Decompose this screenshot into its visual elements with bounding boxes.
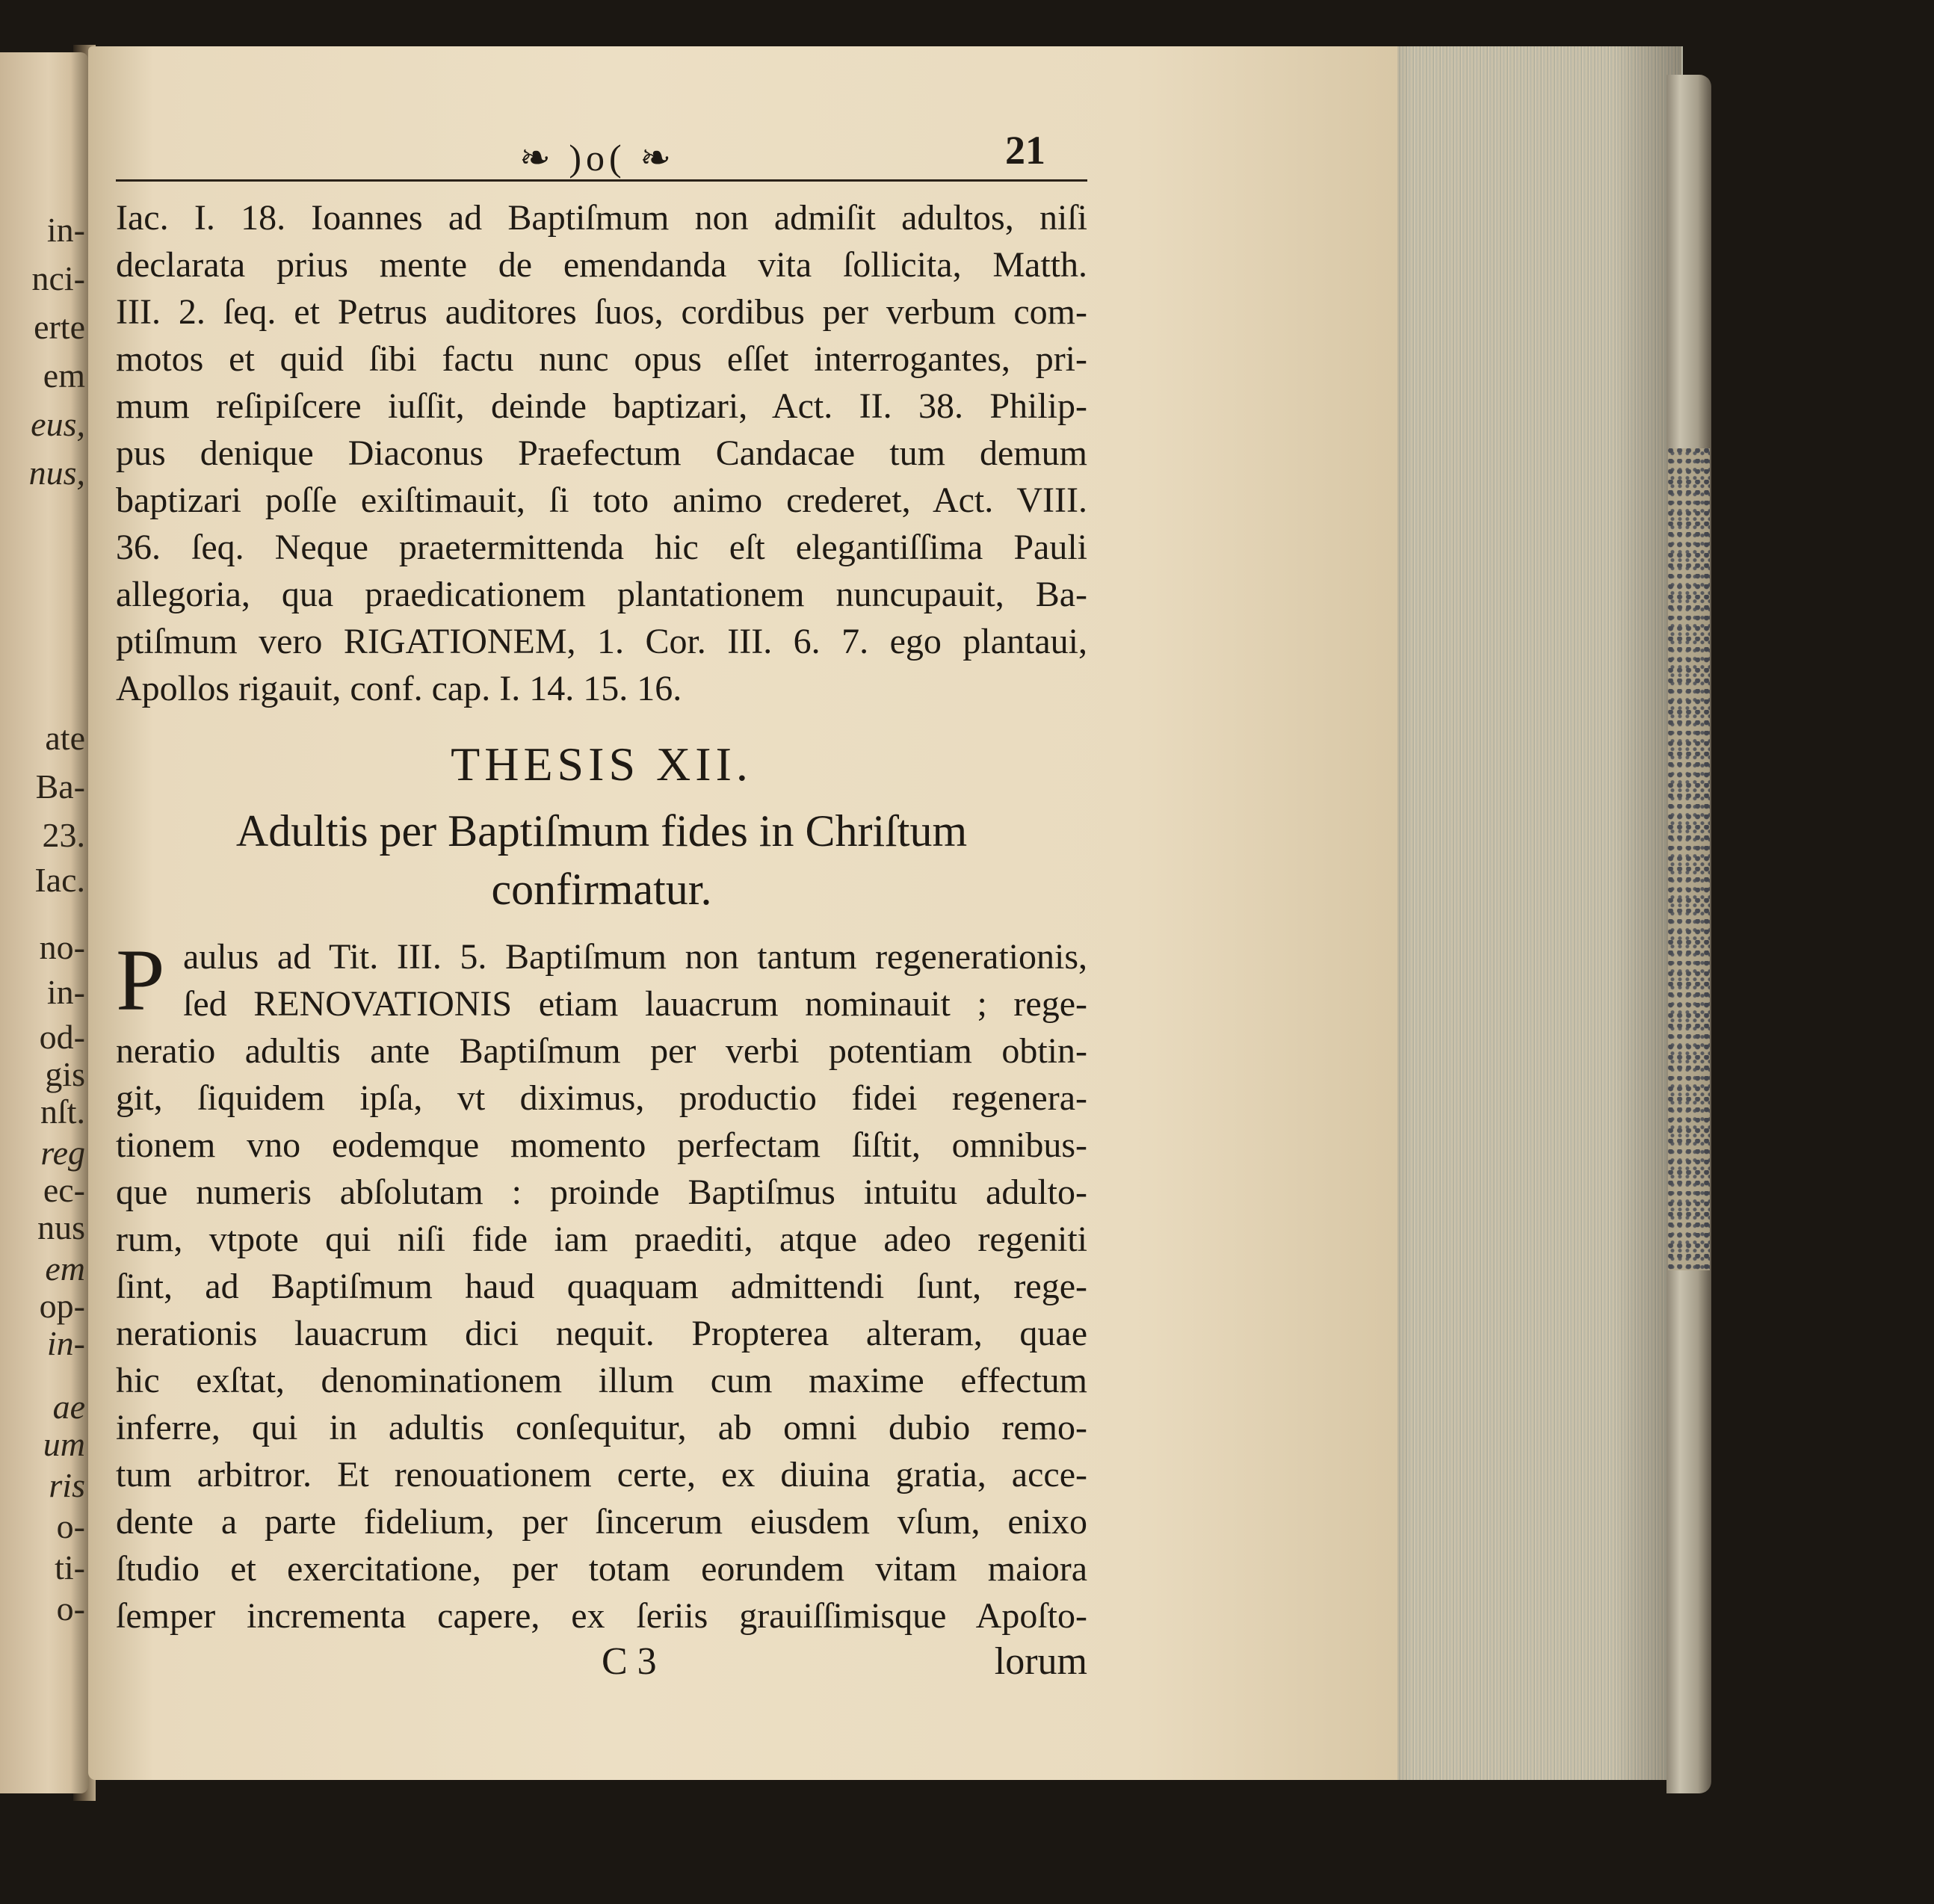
text-line: hic exſtat, denominationem illum cum maxime effectum xyxy=(116,1361,1087,1400)
text-line: motos et quid ſibi factu nunc opus eſſet interrogantes, pri- xyxy=(116,339,1087,379)
text-line: tum arbitror. Et renouationem certe, ex diuina gratia, acce- xyxy=(116,1455,1087,1495)
header-rule xyxy=(116,179,1087,182)
text-line: declarata prius mente de emendanda vita ſollicita, Matth. xyxy=(116,245,1087,285)
left-page-fragment: in- xyxy=(46,973,85,1011)
text-line: inferre, qui in adultis conſequitur, ab omni dubio remo- xyxy=(116,1408,1087,1447)
left-page-fragment: erte xyxy=(34,308,85,346)
left-page-fragment: reg xyxy=(40,1134,85,1172)
text-line: III. 2. ſeq. et Petrus auditores ſuos, cordibus per verbum com- xyxy=(116,292,1087,332)
thesis-title: THESIS XII. xyxy=(451,738,753,791)
left-page-fragment: ti- xyxy=(55,1548,85,1586)
text-line: ſtudio et exercitatione, per totam eorundem vitam maiora xyxy=(116,1549,1087,1589)
thesis-heading-line: confirmatur. xyxy=(491,865,712,914)
body-text xyxy=(116,194,1087,1692)
left-page-fragment: um xyxy=(43,1425,85,1463)
text-line: mum reſipiſcere iuſſit, deinde baptizari, Act. II. 38. Philip- xyxy=(116,386,1087,426)
text-line: nerationis lauacrum dici nequit. Propterea alteram, quae xyxy=(116,1314,1087,1353)
left-page-fragment: nci- xyxy=(31,259,85,297)
left-page-fragment: nſt. xyxy=(40,1092,85,1131)
text-line: rum, vtpote qui niſi fide iam praediti, atque adeo regeniti xyxy=(116,1220,1087,1259)
drop-cap: P xyxy=(116,931,165,1029)
text-line: ſemper incrementa capere, ex ſeriis grauiſſimisque Apoſto- xyxy=(116,1596,1087,1636)
left-page-fragment: o- xyxy=(56,1589,85,1628)
page-number: 21 xyxy=(1005,128,1045,173)
left-page-fragment: ae xyxy=(52,1388,85,1426)
text-line: allegoria, qua praedicationem plantationem nuncupauit, Ba- xyxy=(116,575,1087,614)
text-line: que numeris abſolutam : proinde Baptiſmus intuitu adulto- xyxy=(116,1172,1087,1212)
facing-page xyxy=(0,52,88,1793)
text-line: baptizari poſſe exiſtimauit, ſi toto animo crederet, Act. VIII. xyxy=(116,480,1087,520)
left-page-fragment: od- xyxy=(39,1018,85,1056)
catchword: lorum xyxy=(994,1640,1087,1683)
page-footer xyxy=(116,1639,1087,1692)
left-page-fragment: Ba- xyxy=(35,767,85,806)
text-line: ptiſmum vero RIGATIONEM, 1. Cor. III. 6. 7. ego plantaui, xyxy=(116,622,1087,661)
header-ornament: ❧ )o( ❧ xyxy=(519,137,676,179)
text-line: ſint, ad Baptiſmum haud quaquam admittendi ſunt, rege- xyxy=(116,1267,1087,1306)
left-page-fragment: 23. xyxy=(42,816,85,854)
left-page-fragment: ate xyxy=(45,719,85,757)
thesis-heading-line: Adultis per Baptiſmum fides in Chriſtum xyxy=(235,806,968,856)
left-page-fragment: op- xyxy=(39,1287,85,1325)
text-line: neratio adultis ante Baptiſmum per verbi potentiam obtin- xyxy=(116,1031,1087,1071)
text-line: Iac. I. 18. Ioannes ad Baptiſmum non admiſit adultos, niſi xyxy=(116,198,1087,238)
left-page-fragment: em xyxy=(45,1249,85,1288)
text-line: pus denique Diaconus Praefectum Candacae tum demum xyxy=(116,433,1087,473)
left-page-fragment: ec- xyxy=(43,1171,85,1209)
left-page-fragment: eus, xyxy=(31,405,85,443)
left-page-fragment: nus, xyxy=(28,454,85,492)
left-page-fragment: em xyxy=(43,356,85,395)
signature-mark: C 3 xyxy=(602,1640,657,1683)
text-line: dente a parte fidelium, per ſincerum eiusdem vſum, enixo xyxy=(116,1502,1087,1542)
text-line: Apollos rigauit, conf. cap. I. 14. 15. 16. xyxy=(116,669,682,708)
left-page-fragment: ris xyxy=(49,1466,85,1504)
text-line: 36. ſeq. Neque praetermittenda hic eſt elegantiſſima Pauli xyxy=(116,528,1087,567)
marbled-cover-edge xyxy=(1668,448,1710,1270)
left-page-fragment: in- xyxy=(46,211,85,249)
left-page-fragment: in- xyxy=(46,1324,85,1362)
left-page-fragment: o- xyxy=(56,1507,85,1545)
text-line: ſed RENOVATIONIS etiam lauacrum nominauit ; rege- xyxy=(183,984,1087,1024)
paragraph xyxy=(116,933,1087,1639)
left-page-fragment: Iac. xyxy=(34,861,85,899)
text-line: aulus ad Tit. III. 5. Baptiſmum non tantum regenerationis, xyxy=(183,937,1087,977)
text-line: tionem vno eodemque momento perfectam ſiſtit, omnibus- xyxy=(116,1125,1087,1165)
text-line: git, ſiquidem ipſa, vt diximus, productio fidei regenera- xyxy=(116,1078,1087,1118)
left-page-fragment: gis xyxy=(45,1055,85,1093)
left-page-fragment: no- xyxy=(39,928,85,966)
left-page-fragment: nus xyxy=(37,1208,85,1246)
